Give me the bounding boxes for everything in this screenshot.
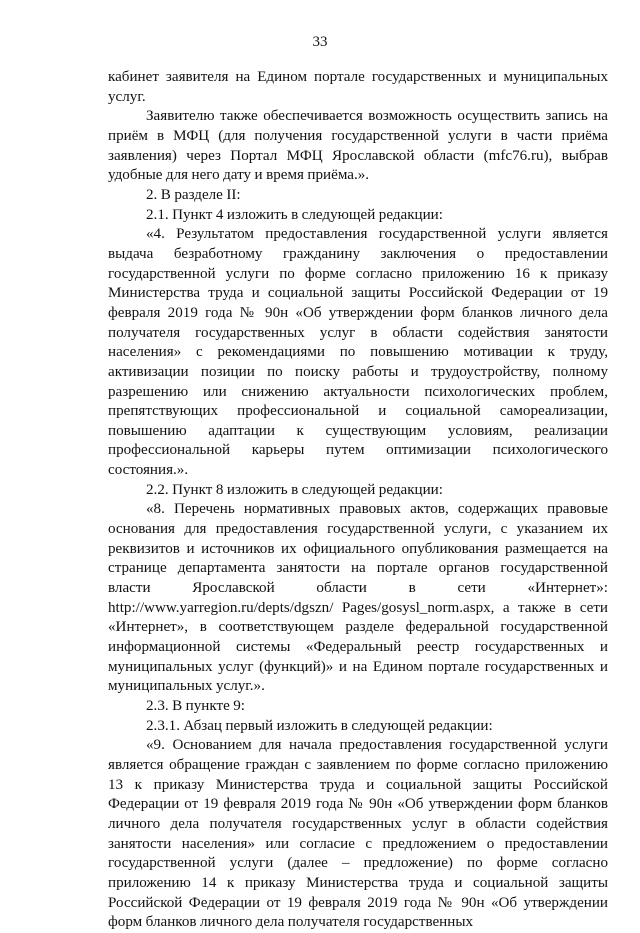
paragraph-section-2: 2. В разделе II: bbox=[146, 186, 241, 203]
paragraph-item-2-2: 2.2. Пункт 8 изложить в следующей редакции: bbox=[146, 481, 443, 498]
paragraph-item-2-1: 2.1. Пункт 4 изложить в следующей редакции: bbox=[146, 206, 443, 223]
paragraph-point-9: «9. Основанием для начала предоставления государственной услуги является обращение граждан с заявлением по форме согласно приложению 13 к приказу Министерства труда и социальной защиты Российской Федерации от 19 февраля 2019 года № 90н «Об утверждении форм бланков личного дела получателя государственных услуг в области содействия занятости населения» или согласие с предложением о предоставлении государственной услуги (далее – предложение) по форме согласно приложению 14 к приказу Министерства труда и социальной защиты Российской Федерации от 19 февраля 2019 года № 90н «Об утверждении форм бланков личного дела получателя государственных bbox=[108, 737, 608, 931]
paragraph-point-8: «8. Перечень нормативных правовых актов, содержащих правовые основания для предоставления государственной услуги, с указанием их реквизитов и источников их официального опубликования размещается на странице департамента занятости на портале органов государственной власти Ярославской области в сети «Интернет»: http://www.yarregion.ru/depts/dgszn/ Pages/gosysl_norm.aspx, а также в сети «Интернет», в соответствующем разделе федеральной государственной информационной системы «Федеральный реестр государственных и муниципальных услуг (функций)» и на Едином портале государственных и муниципальных услуг.». bbox=[108, 501, 608, 695]
page-number: 33 bbox=[312, 34, 328, 50]
document-body bbox=[108, 68, 608, 933]
paragraph-appointment-booking: Заявителю также обеспечивается возможность осуществить запись на приём в МФЦ (для получения государственной услуги в части приёма заявления) через Портал МФЦ Ярославской области (mfc76.ru), выбрав удобные для него дату и время приёма.». bbox=[108, 108, 608, 184]
paragraph-item-2-3-1: 2.3.1. Абзац первый изложить в следующей редакции: bbox=[146, 717, 493, 734]
paragraph-point-4: «4. Результатом предоставления государственной услуги является выдача безработному гражданину заключения о предоставлении государственной услуги по форме согласно приложению 16 к приказу Министерства труда и социальной защиты Российской Федерации от 19 февраля 2019 года № 90н «Об утверждении форм бланков личного дела получателя государственных услуг в области содействия занятости населения» с рекомендациями по повышению мотивации к труду, активизации позиции по поиску работы и трудоустройству, полному разрешению или снижению актуальности психологических проблем, препятствующих профессиональной и социальной самореализации, повышению адаптации к существующим условиям, реализации профессиональной карьеры путем оптимизации психологического состояния.». bbox=[108, 226, 608, 479]
paragraph-item-2-3: 2.3. В пункте 9: bbox=[146, 698, 246, 714]
paragraph-continuation: кабинет заявителя на Едином портале государственных и муниципальных услуг. bbox=[108, 69, 608, 105]
